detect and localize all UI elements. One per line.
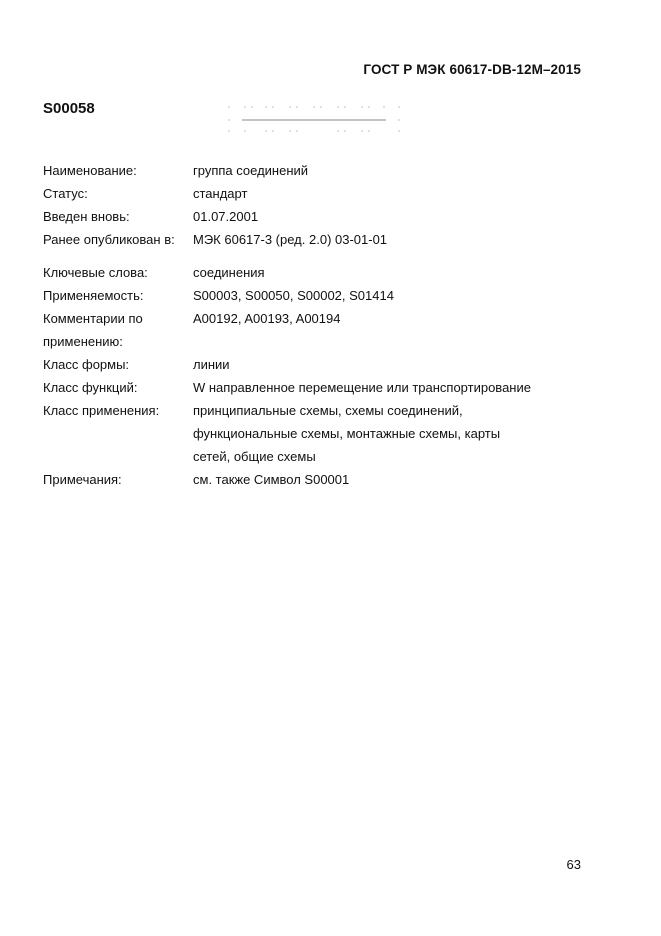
page-number: 63 (566, 857, 581, 872)
field-label: Класс применения: (43, 403, 160, 418)
field-row-name (43, 159, 603, 182)
field-label: Комментарии по применению: (43, 311, 143, 349)
field-value: группа соединений (193, 163, 309, 178)
symbol-attributes (43, 159, 603, 491)
field-value: A00192, A00193, A00194 (193, 311, 341, 326)
field-row-status (43, 182, 603, 205)
field-value: S00003, S00050, S00002, S01414 (193, 288, 394, 303)
field-row-application-class (43, 399, 603, 468)
field-row-function-class (43, 376, 603, 399)
field-value: 01.07.2001 (193, 209, 259, 224)
connection-group-line-icon (226, 100, 402, 136)
field-value: W направленное перемещение или транспортирование (193, 380, 531, 395)
document-header: ГОСТ Р МЭК 60617-DB-12M–2015 (363, 62, 581, 77)
field-label: Класс формы: (43, 357, 130, 372)
field-row-previously-published (43, 228, 603, 251)
section-gap (43, 251, 603, 261)
field-row-application-notes (43, 307, 603, 353)
field-row-introduced (43, 205, 603, 228)
field-label: Класс функций: (43, 380, 138, 395)
field-row-notes (43, 468, 603, 491)
field-label: Наименование: (43, 163, 137, 178)
field-label: Примечания: (43, 472, 122, 487)
field-value: стандарт (193, 186, 248, 201)
field-value: см. также Символ S00001 (193, 472, 350, 487)
field-label: Ключевые слова: (43, 265, 148, 280)
field-row-applicability (43, 284, 603, 307)
field-label: Статус: (43, 186, 88, 201)
field-label: Введен вновь: (43, 209, 130, 224)
field-label: Применяемость: (43, 288, 144, 303)
field-label: Ранее опубликован в: (43, 232, 175, 247)
field-value: МЭК 60617-3 (ред. 2.0) 03-01-01 (193, 232, 388, 247)
field-value: соединения (193, 265, 265, 280)
field-row-shape-class (43, 353, 603, 376)
field-row-keywords (43, 261, 603, 284)
symbol-id: S00058 (43, 100, 95, 117)
field-value: принципиальные схемы, схемы соединений, функциональные схемы, монтажные схемы, карты сетей, общие схемы (193, 403, 501, 464)
field-value: линии (193, 357, 230, 372)
